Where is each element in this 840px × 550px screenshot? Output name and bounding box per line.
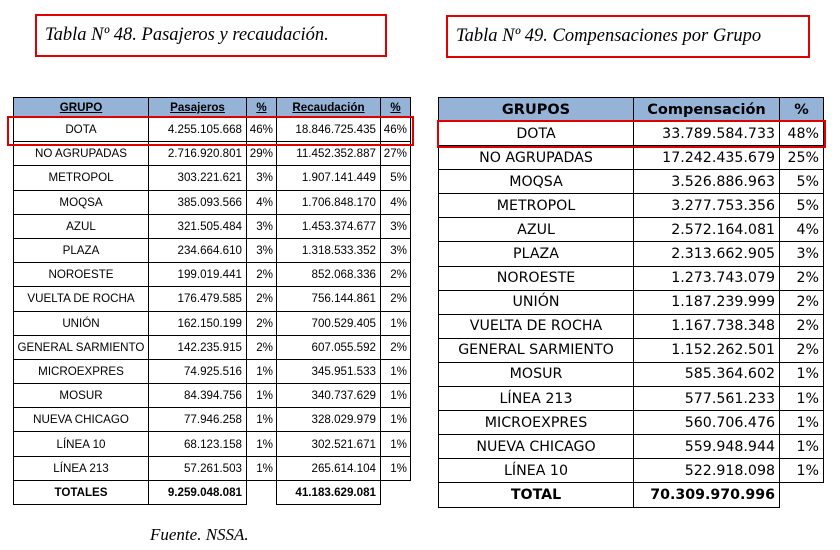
recaudacion-cell: 340.737.629	[277, 384, 381, 408]
grupo-cell: LÍNEA 10	[439, 459, 634, 483]
recaudacion-cell: 1.453.374.677	[277, 214, 381, 238]
compensacion-cell: 1.273.743.079	[634, 266, 780, 290]
table-49-caption	[446, 15, 810, 58]
grupo-cell: NUEVA CHICAGO	[439, 435, 634, 459]
table-row	[14, 432, 411, 456]
recaudacion-pct-cell: 5%	[381, 166, 411, 190]
table-row	[439, 338, 824, 362]
table-row	[14, 384, 411, 408]
pasajeros-cell: 142.235.915	[149, 335, 247, 359]
grupo-cell: DOTA	[14, 118, 149, 142]
grupo-cell: LÍNEA 213	[14, 456, 149, 480]
table-row	[14, 118, 411, 142]
recaudacion-pct-cell: 2%	[381, 335, 411, 359]
pasajeros-cell: 162.150.199	[149, 311, 247, 335]
grupo-cell: NO AGRUPADAS	[439, 146, 634, 170]
pasajeros-pct-cell: 1%	[247, 384, 277, 408]
recaudacion-pct-cell: 2%	[381, 263, 411, 287]
recaudacion-cell: 11.452.352.887	[277, 142, 381, 166]
table-row	[14, 408, 411, 432]
recaudacion-cell: 852.068.336	[277, 263, 381, 287]
compensacion-cell: 2.313.662.905	[634, 242, 780, 266]
pasajeros-cell: 57.261.503	[149, 456, 247, 480]
grupo-cell: LÍNEA 213	[439, 387, 634, 411]
recaudacion-pct-cell: 1%	[381, 456, 411, 480]
grupo-cell: MICROEXPRES	[14, 359, 149, 383]
pasajeros-pct-cell: 3%	[247, 238, 277, 262]
table-row	[14, 359, 411, 383]
grupo-cell: GENERAL SARMIENTO	[439, 338, 634, 362]
recaudacion-cell: 328.029.979	[277, 408, 381, 432]
totals-row	[14, 480, 411, 504]
recaudacion-pct-cell: 1%	[381, 408, 411, 432]
recaudacion-pct-cell: 1%	[381, 384, 411, 408]
table-row	[14, 214, 411, 238]
recaudacion-pct-cell: 46%	[381, 118, 411, 142]
header-recaudacion: Recaudación	[277, 98, 381, 118]
pasajeros-cell: 68.123.158	[149, 432, 247, 456]
grupo-cell: METROPOL	[439, 194, 634, 218]
pasajeros-pct-cell: 1%	[247, 456, 277, 480]
compensacion-cell: 3.277.753.356	[634, 194, 780, 218]
grupo-cell: PLAZA	[14, 238, 149, 262]
table-row	[439, 459, 824, 483]
pasajeros-pct-cell: 1%	[247, 408, 277, 432]
grupo-cell: AZUL	[439, 218, 634, 242]
table-row	[14, 166, 411, 190]
pasajeros-cell: 385.093.566	[149, 190, 247, 214]
table-row	[439, 435, 824, 459]
compensacion-pct-cell: 2%	[780, 266, 824, 290]
pasajeros-pct-cell: 1%	[247, 359, 277, 383]
pasajeros-cell: 321.505.484	[149, 214, 247, 238]
compensacion-pct-cell: 1%	[780, 459, 824, 483]
table-row	[14, 287, 411, 311]
total-recaudacion: 41.183.629.081	[277, 480, 381, 504]
grupo-cell: LÍNEA 10	[14, 432, 149, 456]
header-pasajeros-pct: %	[247, 98, 277, 118]
table-row	[439, 122, 824, 146]
pasajeros-cell: 84.394.756	[149, 384, 247, 408]
recaudacion-cell: 1.318.533.352	[277, 238, 381, 262]
grupo-cell: METROPOL	[14, 166, 149, 190]
compensacion-cell: 1.152.262.501	[634, 338, 780, 362]
pasajeros-cell: 74.925.516	[149, 359, 247, 383]
compensacion-cell: 3.526.886.963	[634, 170, 780, 194]
table-row	[14, 456, 411, 480]
table-49-caption-text: Tabla Nº 49. Compensaciones por Grupo	[456, 26, 762, 47]
pasajeros-cell: 77.946.258	[149, 408, 247, 432]
recaudacion-cell: 1.706.848.170	[277, 190, 381, 214]
compensacion-pct-cell: 1%	[780, 387, 824, 411]
table-row	[439, 242, 824, 266]
table-row	[14, 263, 411, 287]
compensacion-cell: 559.948.944	[634, 435, 780, 459]
grupo-cell: NOROESTE	[439, 266, 634, 290]
table-row	[439, 194, 824, 218]
grupo-cell: MOSUR	[14, 384, 149, 408]
pasajeros-pct-cell: 4%	[247, 190, 277, 214]
grupo-cell: NO AGRUPADAS	[14, 142, 149, 166]
grupo-cell: NUEVA CHICAGO	[14, 408, 149, 432]
pasajeros-cell: 4.255.105.668	[149, 118, 247, 142]
compensacion-pct-cell: 3%	[780, 242, 824, 266]
table-48-caption-text: Tabla Nº 48. Pasajeros y recaudación.	[45, 25, 329, 46]
compensacion-cell: 33.789.584.733	[634, 122, 780, 146]
recaudacion-pct-cell: 27%	[381, 142, 411, 166]
compensation-table	[438, 97, 824, 508]
recaudacion-pct-cell: 4%	[381, 190, 411, 214]
compensacion-pct-cell: 5%	[780, 194, 824, 218]
compensacion-cell: 522.918.098	[634, 459, 780, 483]
pasajeros-pct-cell: 2%	[247, 287, 277, 311]
recaudacion-cell: 302.521.671	[277, 432, 381, 456]
recaudacion-cell: 1.907.141.449	[277, 166, 381, 190]
recaudacion-cell: 18.846.725.435	[277, 118, 381, 142]
header-grupo: GRUPO	[14, 98, 149, 118]
pasajeros-cell: 2.716.920.801	[149, 142, 247, 166]
total-compensacion: 70.309.970.996	[634, 483, 780, 507]
compensacion-pct-cell: 5%	[780, 170, 824, 194]
recaudacion-cell: 607.055.592	[277, 335, 381, 359]
grupo-cell: UNIÓN	[439, 290, 634, 314]
table-row	[439, 387, 824, 411]
recaudacion-pct-cell: 3%	[381, 214, 411, 238]
totals-label: TOTAL	[439, 483, 634, 507]
table-row	[14, 190, 411, 214]
recaudacion-cell: 756.144.861	[277, 287, 381, 311]
pasajeros-pct-cell: 1%	[247, 432, 277, 456]
grupo-cell: VUELTA DE ROCHA	[439, 314, 634, 338]
table-row	[439, 362, 824, 386]
grupo-cell: MOQSA	[439, 170, 634, 194]
compensacion-pct-cell: 2%	[780, 314, 824, 338]
compensacion-pct-cell: 48%	[780, 122, 824, 146]
grupo-cell: PLAZA	[439, 242, 634, 266]
recaudacion-pct-cell: 1%	[381, 432, 411, 456]
compensacion-cell: 560.706.476	[634, 411, 780, 435]
compensacion-cell: 1.167.738.348	[634, 314, 780, 338]
pasajeros-pct-cell: 2%	[247, 311, 277, 335]
table-row	[14, 335, 411, 359]
table-48-caption	[35, 14, 387, 57]
compensacion-cell: 2.572.164.081	[634, 218, 780, 242]
pasajeros-cell: 199.019.441	[149, 263, 247, 287]
recaudacion-cell: 265.614.104	[277, 456, 381, 480]
recaudacion-pct-cell: 3%	[381, 238, 411, 262]
total-pasajeros: 9.259.048.081	[149, 480, 247, 504]
grupo-cell: MOQSA	[14, 190, 149, 214]
grupo-cell: UNIÓN	[14, 311, 149, 335]
grupo-cell: DOTA	[439, 122, 634, 146]
header-grupos: GRUPOS	[439, 98, 634, 122]
totals-row	[439, 483, 824, 507]
grupo-cell: VUELTA DE ROCHA	[14, 287, 149, 311]
compensacion-cell: 17.242.435.679	[634, 146, 780, 170]
grupo-cell: NOROESTE	[14, 263, 149, 287]
compensacion-pct-cell: 4%	[780, 218, 824, 242]
header-compensacion-pct: %	[780, 98, 824, 122]
blank-cell	[780, 483, 824, 507]
table-row	[14, 238, 411, 262]
compensacion-pct-cell: 1%	[780, 411, 824, 435]
compensacion-pct-cell: 2%	[780, 338, 824, 362]
recaudacion-cell: 345.951.533	[277, 359, 381, 383]
compensacion-cell: 585.364.602	[634, 362, 780, 386]
table-row	[14, 142, 411, 166]
header-pasajeros: Pasajeros	[149, 98, 247, 118]
grupo-cell: MICROEXPRES	[439, 411, 634, 435]
header-compensacion: Compensación	[634, 98, 780, 122]
pasajeros-cell: 234.664.610	[149, 238, 247, 262]
recaudacion-pct-cell: 2%	[381, 287, 411, 311]
compensacion-pct-cell: 1%	[780, 435, 824, 459]
table-row	[439, 146, 824, 170]
compensacion-pct-cell: 2%	[780, 290, 824, 314]
table-header-row	[14, 98, 411, 118]
pasajeros-pct-cell: 3%	[247, 166, 277, 190]
pasajeros-cell: 303.221.621	[149, 166, 247, 190]
pasajeros-pct-cell: 46%	[247, 118, 277, 142]
blank-cell	[247, 480, 277, 504]
recaudacion-pct-cell: 1%	[381, 311, 411, 335]
compensacion-cell: 577.561.233	[634, 387, 780, 411]
grupo-cell: MOSUR	[439, 362, 634, 386]
table-row	[439, 266, 824, 290]
compensacion-pct-cell: 1%	[780, 362, 824, 386]
grupo-cell: GENERAL SARMIENTO	[14, 335, 149, 359]
table-header-row	[439, 98, 824, 122]
passengers-revenue-table	[13, 97, 411, 505]
table-row	[439, 314, 824, 338]
compensacion-cell: 1.187.239.999	[634, 290, 780, 314]
table-row	[14, 311, 411, 335]
recaudacion-cell: 700.529.405	[277, 311, 381, 335]
recaudacion-pct-cell: 1%	[381, 359, 411, 383]
source-note: Fuente. NSSA.	[150, 525, 249, 544]
pasajeros-pct-cell: 29%	[247, 142, 277, 166]
totals-label: TOTALES	[14, 480, 149, 504]
pasajeros-pct-cell: 2%	[247, 263, 277, 287]
table-row	[439, 411, 824, 435]
pasajeros-pct-cell: 2%	[247, 335, 277, 359]
header-recaudacion-pct: %	[381, 98, 411, 118]
table-row	[439, 290, 824, 314]
table-row	[439, 170, 824, 194]
blank-cell	[381, 480, 411, 504]
pasajeros-pct-cell: 3%	[247, 214, 277, 238]
compensacion-pct-cell: 25%	[780, 146, 824, 170]
table-row	[439, 218, 824, 242]
grupo-cell: AZUL	[14, 214, 149, 238]
pasajeros-cell: 176.479.585	[149, 287, 247, 311]
